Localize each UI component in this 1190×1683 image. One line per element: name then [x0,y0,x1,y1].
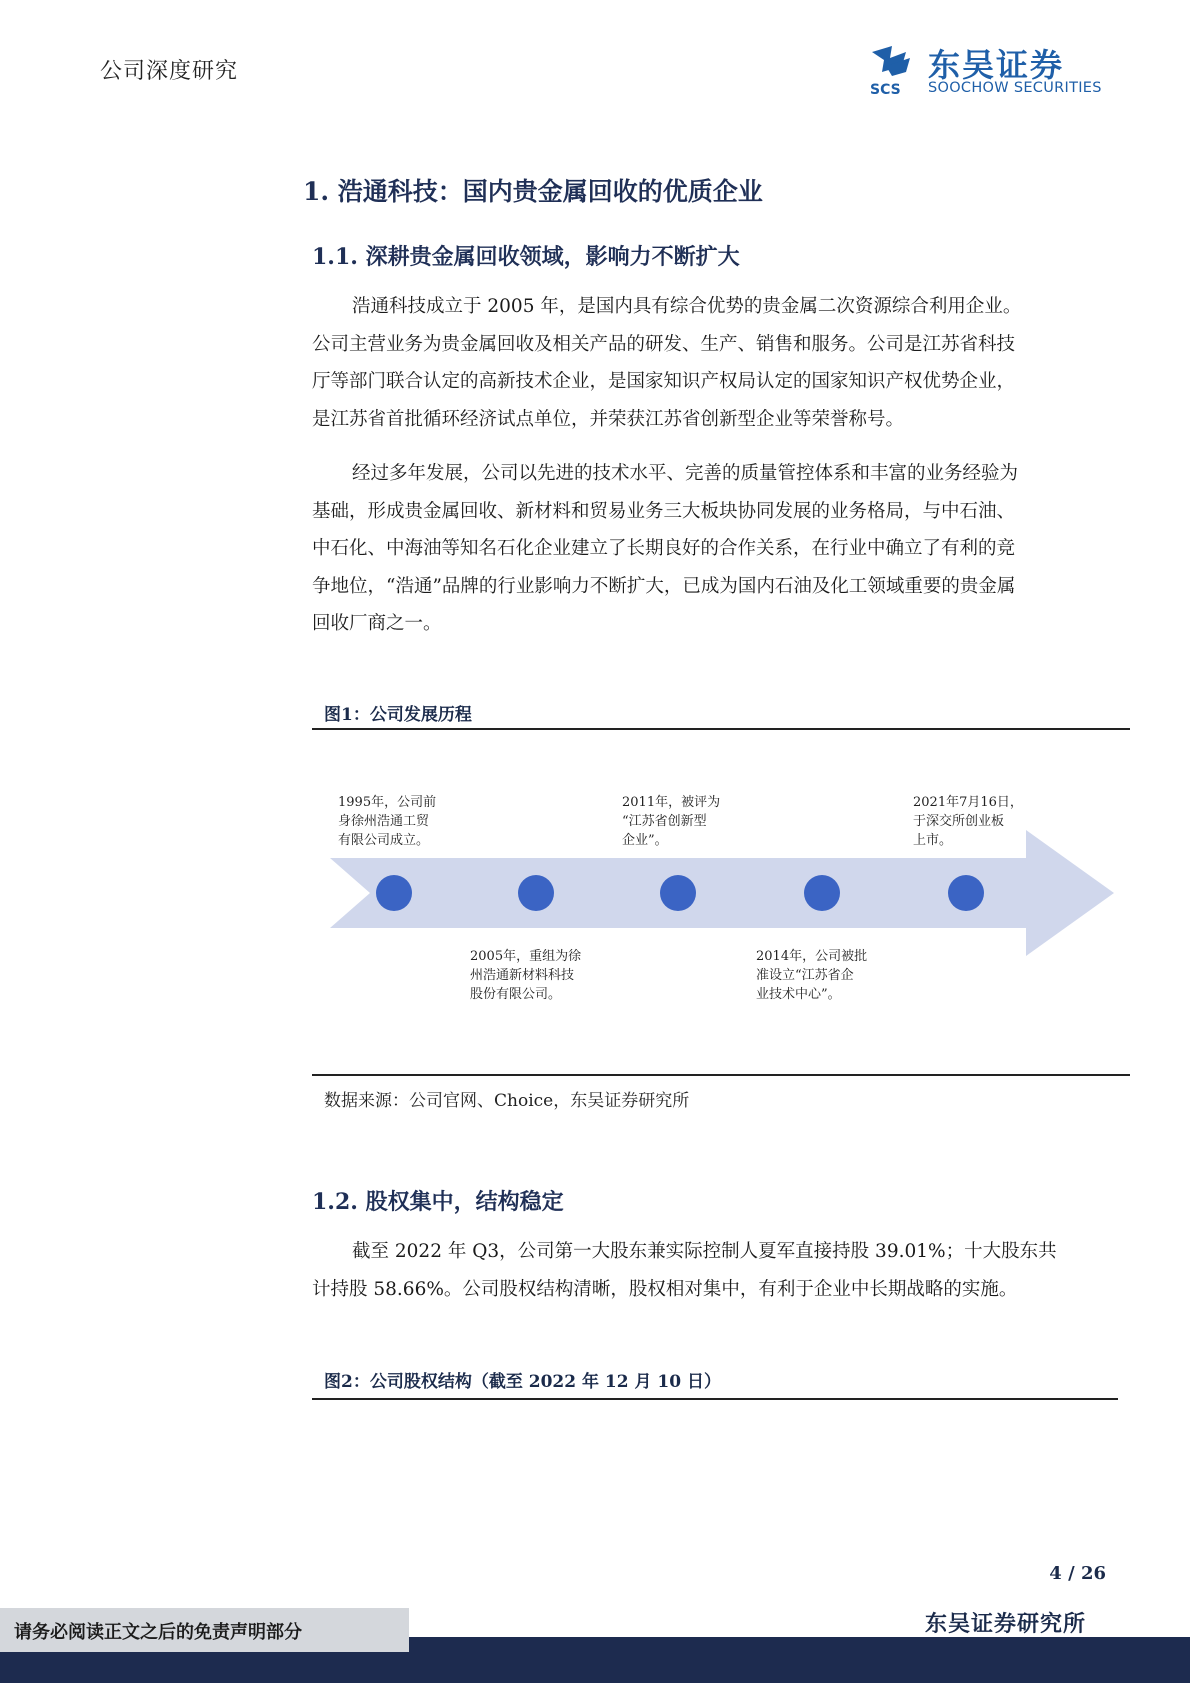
timeline-dot-2011 [660,875,696,911]
report-type-label: 公司深度研究 [100,59,239,84]
timeline-dot-2005 [518,875,554,911]
paragraph-development [312,455,1107,643]
section-1-title: 1. 浩通科技：国内贵金属回收的优质企业 [303,177,763,206]
para-line: 公司主营业务为贵金属回收及相关产品的研发、生产、销售和服务。公司是江苏省科技 [312,333,1016,355]
para-line: 截至 2022 年 Q3，公司第一大股东兼实际控制人夏军直接持股 39.01%；十大股东共 [352,1241,1057,1262]
timeline-event-2014: 2014年，公司被批 准设立“江苏省企 业技术中心”。 [756,949,868,1002]
para-line: 回收厂商之一。 [312,613,442,635]
para-line: 争地位，“浩通”品牌的行业影响力不断扩大，已成为国内石油及化工领域重要的贵金属 [312,575,1016,597]
paragraph-shareholding [312,1233,1107,1308]
para-line: 是江苏省首批循环经济试点单位，并荣获江苏省创新型企业等荣誉称号。 [312,408,905,430]
logo-cn-text: 东吴证券 [928,46,1065,84]
paragraph-intro [312,288,1107,438]
logo-abbr: SCS [870,82,901,98]
para-line: 经过多年发展，公司以先进的技术水平、完善的质量管控体系和丰富的业务经验为 [352,463,1019,484]
page-number: 4 / 26 [1049,1563,1106,1584]
timeline-event-2011: 2011年，被评为 “江苏省创新型 企业”。 [622,795,721,848]
footer-institute: 东吴证券研究所 [925,1611,1087,1637]
para-line: 计持股 58.66%。公司股权结构清晰，股权相对集中，有利于企业中长期战略的实施。 [312,1278,1018,1300]
figure-1-title: 图1：公司发展历程 [324,705,472,725]
para-line: 浩通科技成立于 2005 年，是国内具有综合优势的贵金属二次资源综合利用企业。 [352,296,1022,317]
timeline-event-2005: 2005年，重组为徐 州浩通新材料科技 股份有限公司。 [470,949,582,1002]
para-line: 中石化、中海油等知名石化企业建立了长期良好的合作关系，在行业中确立了有利的竞 [312,538,1016,560]
timeline-event-1995: 1995年，公司前 身徐州浩通工贸 有限公司成立。 [338,795,437,848]
disclaimer-text: 请务必阅读正文之后的免责声明部分 [14,1622,302,1643]
figure-1-top-rule [312,728,1130,730]
timeline-dot-2014 [804,875,840,911]
timeline-event-2021: 2021年7月16日， 于深交所创业板 上市。 [913,795,1023,848]
figure-2-title: 图2：公司股权结构（截至 2022 年 12 月 10 日） [324,1372,721,1392]
figure-2-top-rule [312,1398,1118,1400]
soochow-logo-icon [866,42,926,98]
para-line: 基础，形成贵金属回收、新材料和贸易业务三大板块协同发展的业务格局，与中石油、 [312,500,1016,522]
section-1-2-title: 1.2. 股权集中，结构稳定 [312,1189,564,1215]
timeline-dot-1995 [376,875,412,911]
figure-1-bottom-rule [312,1074,1130,1076]
logo-en-text: SOOCHOW SECURITIES [928,80,1102,96]
section-1-1-title: 1.1. 深耕贵金属回收领域，影响力不断扩大 [312,244,740,270]
para-line: 厅等部门联合认定的高新技术企业，是国家知识产权局认定的国家知识产权优势企业， [312,371,1016,393]
figure-1-source: 数据来源：公司官网、Choice，东吴证券研究所 [324,1091,690,1111]
timeline-dot-2021 [948,875,984,911]
